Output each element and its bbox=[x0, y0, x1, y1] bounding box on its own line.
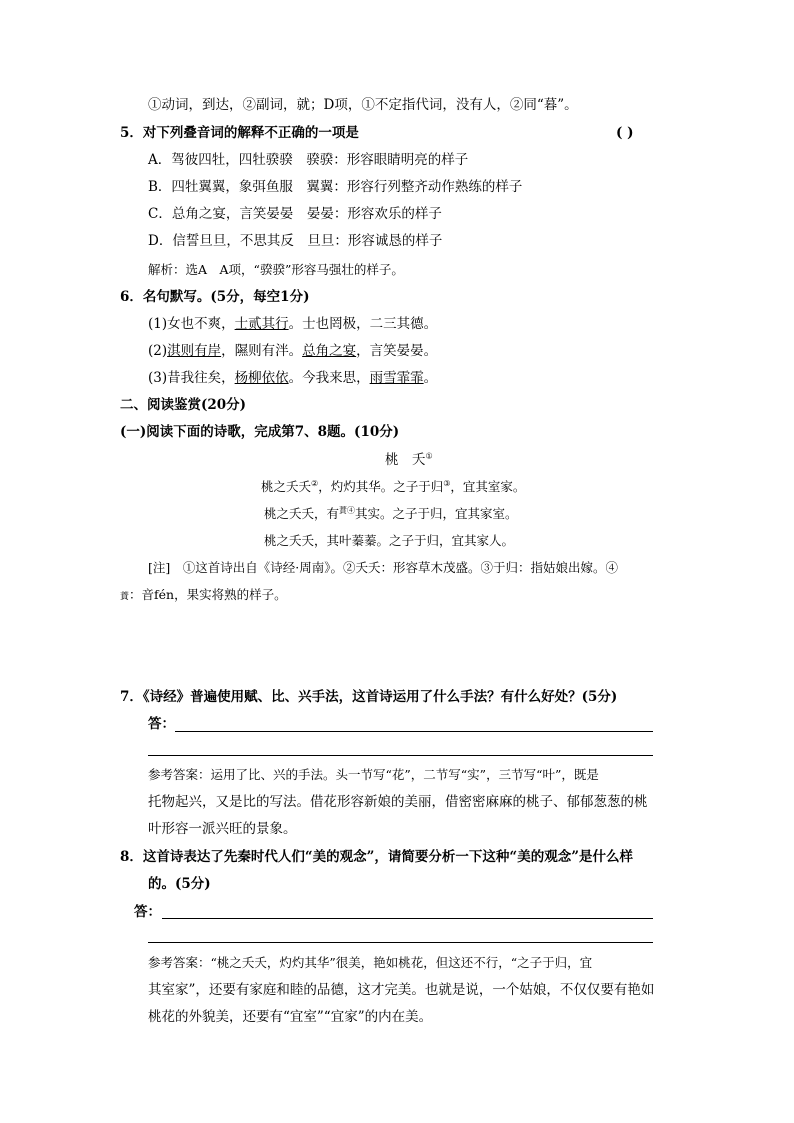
question-6-line-2 bbox=[148, 342, 437, 360]
poem-line-2-rare-char bbox=[339, 506, 355, 515]
q6-l3-text-e: 。 bbox=[423, 370, 438, 386]
question-7-reference-3: 叶形容一派兴旺的景象。 bbox=[148, 821, 297, 837]
q6-l2-text-a: (2) bbox=[148, 343, 168, 359]
q7-ref-1-text: 参考答案：运用了比、兴的手法。头一节写“花”，二节写“实”，三节写“叶”，既是 bbox=[148, 767, 599, 782]
poem-title bbox=[385, 451, 433, 469]
question-5-option-d: D．信誓旦旦，不思其反 旦旦：形容诚恳的样子 bbox=[148, 233, 443, 249]
poem-note-line-1: [注] ①这首诗出自《诗经·周南》。②夭夭：形容草木茂盛。③于归：指姑娘出嫁。④ bbox=[148, 560, 618, 575]
question-8-reference-3: 桃花的外貌美，还要有“宜室”“宜家”的内在美。 bbox=[148, 1009, 433, 1025]
section-2-title: 二、阅读鉴赏(20分) bbox=[120, 397, 247, 413]
poem-note-line-2 bbox=[120, 586, 287, 606]
question-5-option-b: B．四牡翼翼，象弭鱼服 翼翼：形容行列整齐动作熟练的样子 bbox=[148, 179, 523, 195]
question-7-answer-line-2[interactable] bbox=[148, 755, 653, 756]
poem-line-1-a: 桃之夭夭 bbox=[261, 479, 312, 494]
question-5-answer-paren[interactable]: ( ) bbox=[616, 125, 634, 141]
question-7-answer-label: 答： bbox=[148, 716, 175, 732]
question-8-stem-1: 8．这首诗表达了先秦时代人们“美的观念”，请简要分析一下这种“美的观念”是什么样 bbox=[120, 849, 633, 865]
question-5-option-a: A．驾彼四牡，四牡骙骙 骙骙：形容眼睛明亮的样子 bbox=[148, 152, 469, 168]
poem-line-1-b: ，灼灼其华。之子于归 bbox=[318, 479, 444, 494]
poem-line-2-b: 其实。之子于归，宜其家室。 bbox=[355, 506, 518, 521]
q6-l3-answer-1: 杨柳依依 bbox=[234, 370, 289, 386]
q6-l2-text-e: ，言笑晏晏。 bbox=[356, 343, 438, 359]
poem-note-mark-4: ④ bbox=[347, 505, 356, 515]
poem-title-note-mark: ① bbox=[425, 451, 433, 461]
question-8-answer-label: 答： bbox=[134, 904, 161, 920]
question-7-reference-2: 托物起兴，又是比的写法。借花形容新娘的美丽，借密密麻麻的桃子、郁郁葱葱的桃 bbox=[148, 794, 648, 810]
poem-note-mark-3: ③ bbox=[443, 478, 451, 488]
poem-line-2 bbox=[264, 505, 518, 523]
poem-line-3: 桃之夭夭，其叶蓁蓁。之子于归，宜其家人。 bbox=[264, 533, 515, 548]
q6-l1-answer: 士贰其行 bbox=[234, 316, 289, 332]
question-8-stem-2: 的。(5分) bbox=[148, 876, 211, 892]
question-5-analysis: 解析：选A A项，“骙骙”形容马强壮的样子。 bbox=[148, 262, 404, 277]
poem-title-text: 桃 夭 bbox=[385, 452, 426, 468]
poem-note-mark-2: ② bbox=[311, 478, 319, 488]
question-8-reference-1 bbox=[148, 954, 592, 972]
q6-l3-text-c: 。今我来思， bbox=[288, 370, 370, 386]
question-7-answer-line-1[interactable] bbox=[175, 731, 653, 732]
q6-l3-answer-2: 雨雪霏霏 bbox=[369, 370, 424, 386]
question-6-line-3 bbox=[148, 369, 437, 387]
poem-note-line-2-text: ：音fén，果实将熟的样子。 bbox=[129, 587, 287, 602]
previous-answer-tail: ①动词，到达，②副词，就；D项，①不定指代词，没有人，②同“暮”。 bbox=[148, 97, 578, 113]
q6-l2-answer-2: 总角之宴 bbox=[302, 343, 357, 359]
poem-line-1 bbox=[261, 478, 525, 496]
poem-note-rare-char: 蕡 bbox=[120, 592, 130, 602]
q6-l2-text-c: ，隰则有泮。 bbox=[221, 343, 303, 359]
question-8-answer-line-2[interactable] bbox=[148, 942, 653, 943]
question-8-reference-2: 其室家”，还要有家庭和睦的品德，这才完美。也就是说，一个姑娘，不仅仅要有艳如 bbox=[148, 982, 655, 998]
question-6-line-1 bbox=[148, 315, 437, 333]
q6-l2-answer-1: 淇则有岸 bbox=[167, 343, 222, 359]
poem-rare-char: 蕡 bbox=[339, 505, 348, 515]
question-5-stem: 5．对下列叠音词的解释不正确的一项是 bbox=[120, 125, 359, 141]
q6-l1-text-a: (1)女也不爽， bbox=[148, 316, 235, 332]
question-8-answer-line-1[interactable] bbox=[162, 918, 653, 919]
q8-ref-1-text: 参考答案：“桃之夭夭，灼灼其华”很美，艳如桃花，但这还不行，“之子于归，宜 bbox=[148, 955, 593, 970]
question-7-stem: 7．《诗经》普遍使用赋、比、兴手法，这首诗运用了什么手法？有什么好处？(5分) bbox=[120, 689, 618, 705]
question-6-stem: 6．名句默写。(5分，每空1分) bbox=[120, 289, 310, 305]
poem-line-1-c: ，宜其室家。 bbox=[450, 479, 526, 494]
poem-line-2-a: 桃之夭夭，有 bbox=[264, 506, 340, 521]
section-2-subtitle: (一)阅读下面的诗歌，完成第7、8题。(10分) bbox=[120, 424, 400, 440]
q6-l1-text-c: 。士也罔极，二三其德。 bbox=[288, 316, 438, 332]
question-7-reference-1 bbox=[148, 766, 599, 784]
question-5-option-c: C．总角之宴，言笑晏晏 晏晏：形容欢乐的样子 bbox=[148, 206, 442, 222]
q6-l3-text-a: (3)昔我往矣， bbox=[148, 370, 235, 386]
